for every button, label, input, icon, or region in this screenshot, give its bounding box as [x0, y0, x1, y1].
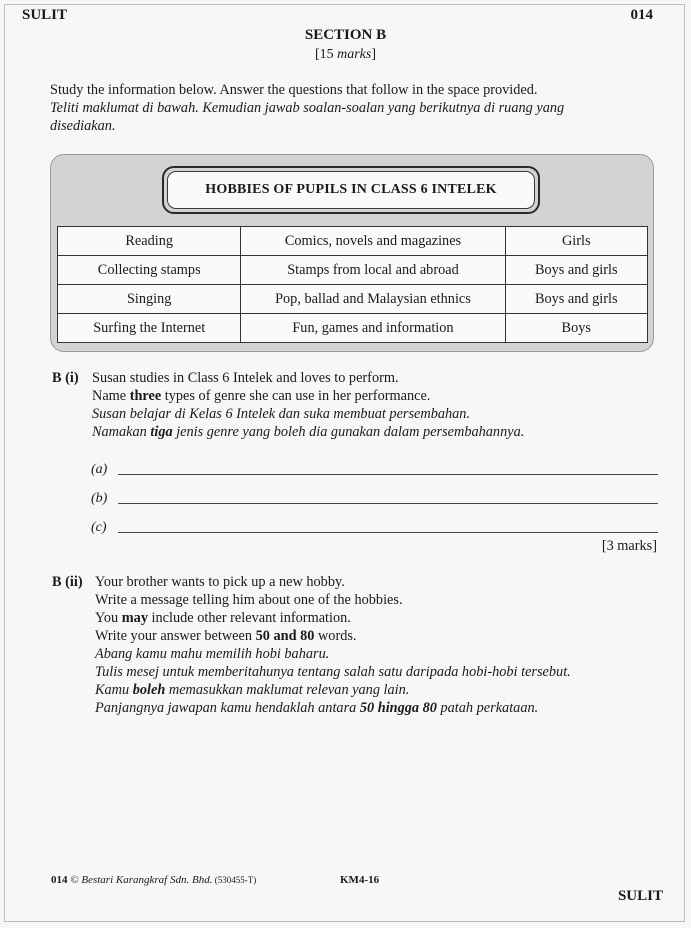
- question-label-b-ii: B (ii): [52, 574, 83, 590]
- header-paper-code: 014: [630, 7, 653, 23]
- hobby-cell: Singing: [58, 285, 241, 314]
- table-row: [58, 314, 648, 343]
- detail-cell: Comics, novels and magazines: [241, 227, 505, 256]
- q2-line8: Panjangnya jawapan kamu hendaklah antara 50 hingga 80 patah perkataan.: [95, 700, 539, 716]
- gender-cell: Boys and girls: [505, 256, 648, 285]
- q2-line1: Your brother wants to pick up a new hobby.: [95, 574, 345, 590]
- q1-marks: [3 marks]: [601, 538, 657, 554]
- answer-label-b: (b): [91, 491, 108, 506]
- info-title-box: [162, 166, 540, 214]
- q1-line4: Namakan tiga jenis genre yang boleh dia gunakan dalam persembahannya.: [92, 424, 525, 440]
- table-row: [58, 285, 648, 314]
- q2-line3: You may include other relevant information.: [95, 610, 351, 626]
- info-title: HOBBIES OF PUPILS IN CLASS 6 INTELEK: [167, 171, 535, 209]
- table-row: [58, 256, 648, 285]
- hobby-cell: Reading: [58, 227, 241, 256]
- instruction-ms-line2: disediakan.: [50, 118, 116, 134]
- q2-line2: Write a message telling him about one of the hobbies.: [95, 592, 403, 608]
- footer-publisher: 014 © Bestari Karangkraf Sdn. Bhd. (530455-T): [51, 874, 257, 886]
- header-sulit: SULIT: [22, 7, 68, 23]
- q1-line3: Susan belajar di Kelas 6 Intelek dan suka membuat persembahan.: [92, 406, 471, 422]
- gender-cell: Boys and girls: [505, 285, 648, 314]
- table-row: [58, 227, 648, 256]
- question-label-b-i: B (i): [52, 370, 79, 386]
- instruction-en: Study the information below. Answer the questions that follow in the space provided.: [50, 82, 538, 98]
- footer-page-code: KM4-16: [340, 874, 380, 886]
- q2-line6: Tulis mesej untuk memberitahunya tentang salah satu daripada hobi-hobi tersebut.: [95, 664, 571, 680]
- q1-line1: Susan studies in Class 6 Intelek and loves to perform.: [92, 370, 399, 386]
- q2-line5: Abang kamu mahu memilih hobi baharu.: [95, 646, 330, 662]
- gender-cell: Girls: [505, 227, 648, 256]
- section-title: SECTION B: [304, 27, 387, 43]
- answer-line-a[interactable]: [118, 474, 658, 475]
- footer-sulit: SULIT: [617, 888, 663, 904]
- section-marks: [15 marks]: [314, 47, 377, 62]
- answer-label-a: (a): [91, 462, 108, 477]
- hobby-cell: Surfing the Internet: [58, 314, 241, 343]
- q1-line2: Name three types of genre she can use in her performance.: [92, 388, 431, 404]
- detail-cell: Pop, ballad and Malaysian ethnics: [241, 285, 505, 314]
- gender-cell: Boys: [505, 314, 648, 343]
- answer-line-b[interactable]: [118, 503, 658, 504]
- instruction-ms-line1: Teliti maklumat di bawah. Kemudian jawab soalan-soalan yang berikutnya di ruang yang: [50, 100, 565, 116]
- hobbies-table: [57, 226, 648, 343]
- hobby-cell: Collecting stamps: [58, 256, 241, 285]
- answer-label-c: (c): [91, 520, 107, 535]
- detail-cell: Fun, games and information: [241, 314, 505, 343]
- q2-line4: Write your answer between 50 and 80 words.: [95, 628, 357, 644]
- q2-line7: Kamu boleh memasukkan maklumat relevan yang lain.: [95, 682, 410, 698]
- answer-line-c[interactable]: [118, 532, 658, 533]
- detail-cell: Stamps from local and abroad: [241, 256, 505, 285]
